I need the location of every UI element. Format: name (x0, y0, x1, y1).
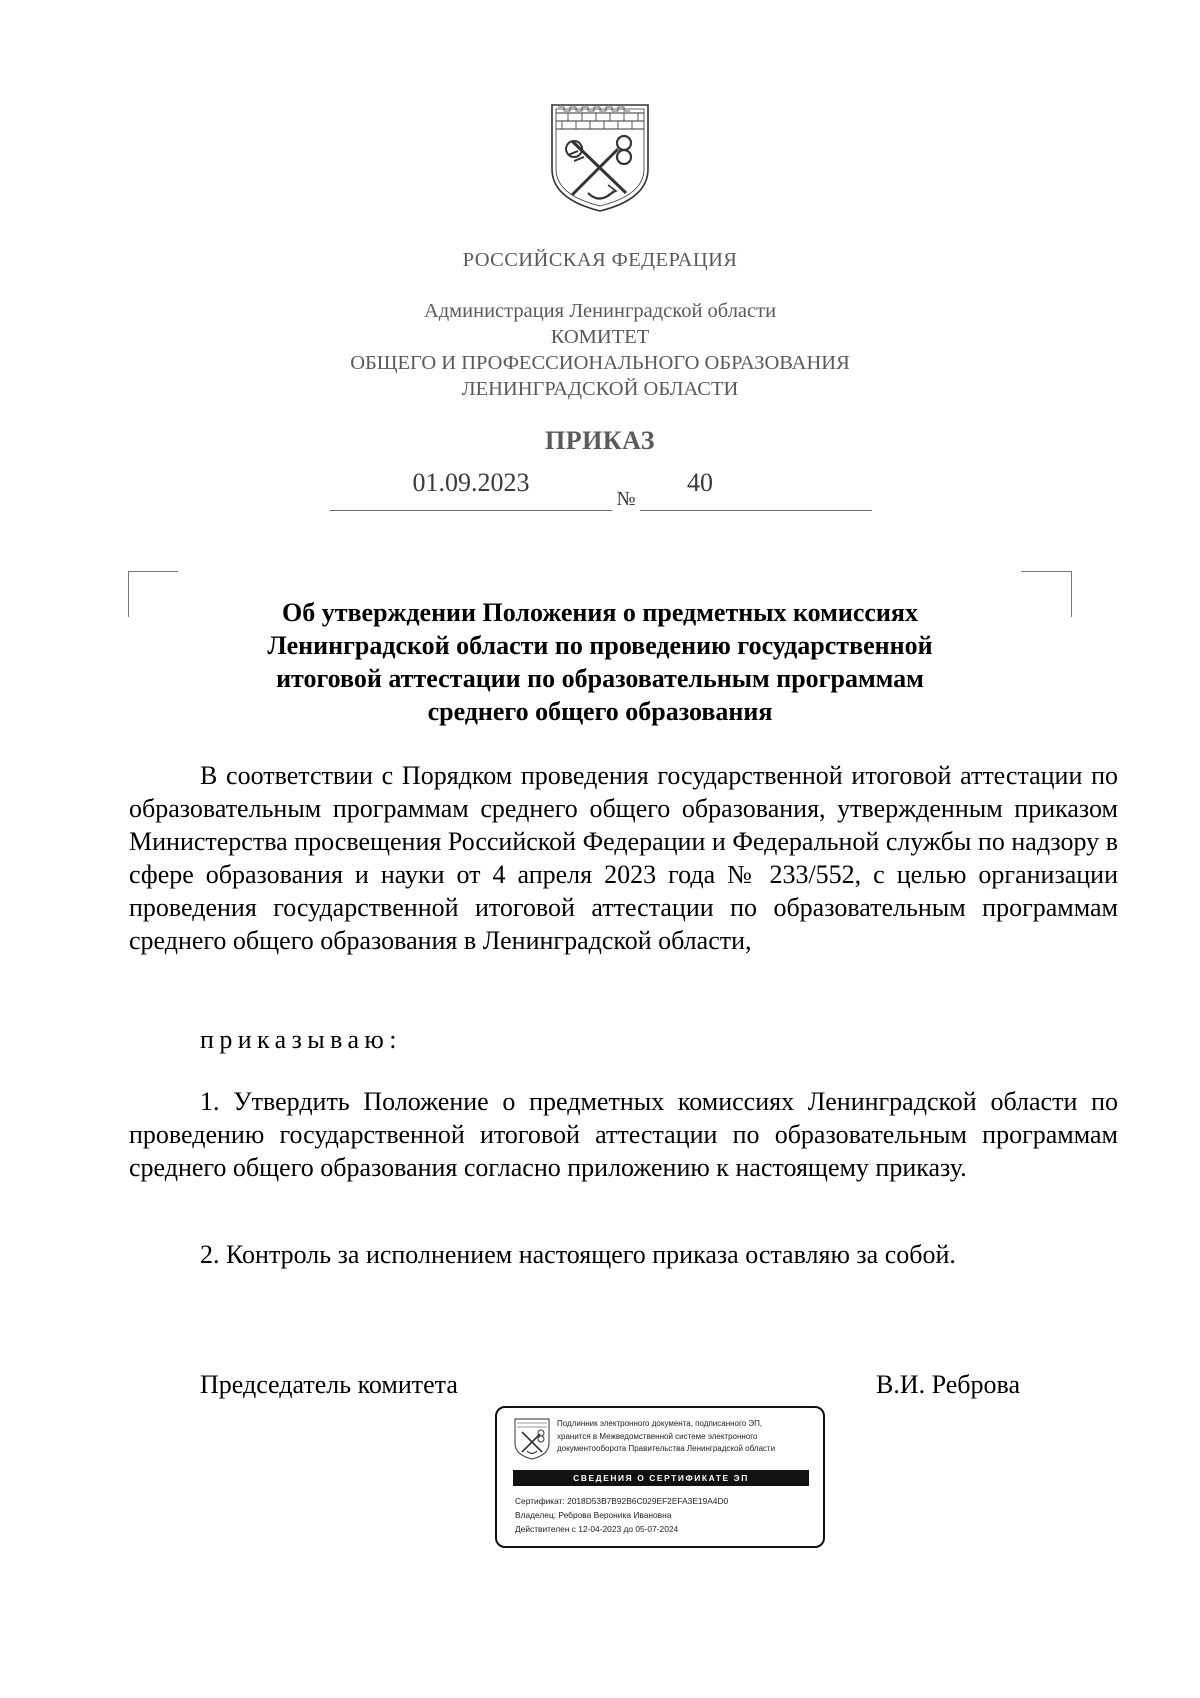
order-item-2: 2. Контроль за исполнением настоящего приказа оставляю за собой. (200, 1240, 956, 1269)
signatory-name: В.И. Реброва (876, 1370, 1020, 1399)
authority-line: КОМИТЕТ (550, 326, 650, 348)
subject-line: Ленинградской области по проведению государственной (267, 631, 933, 660)
order-number: 40 (687, 468, 713, 497)
date-underline (330, 510, 612, 511)
signatory-position: Председатель комитета (200, 1370, 458, 1399)
certificate-validity: Действителен с 12-04-2023 до 05-07-2024 (515, 1524, 679, 1534)
order-subject (170, 596, 1030, 728)
stamp-notice-line: Подлинник электронного документа, подписанного ЭП, (557, 1419, 763, 1428)
subject-line: Об утверждении Положения о предметных комиссиях (282, 598, 918, 627)
electronic-signature-stamp (495, 1406, 825, 1548)
stamp-coat-of-arms-icon (513, 1417, 551, 1461)
number-underline (640, 510, 872, 511)
number-sign: № (616, 488, 636, 510)
country-name: РОССИЙСКАЯ ФЕДЕРАЦИЯ (462, 249, 738, 271)
authority-line: ЛЕНИНГРАДСКОЙ ОБЛАСТИ (461, 378, 739, 400)
order-item-1: 1. Утвердить Положение о предметных комиссиях Ленинградской области по проведению государственной итоговой аттестации по образовательным программам среднего общего образования согласно приложению к настоящему приказу. (129, 1087, 1118, 1182)
document-type-title: ПРИКАЗ (544, 426, 656, 455)
authority-line: ОБЩЕГО И ПРОФЕССИОНАЛЬНОГО ОБРАЗОВАНИЯ (350, 352, 850, 374)
certificate-info-bar: СВЕДЕНИЯ О СЕРТИФИКАТЕ ЭП (513, 1470, 809, 1486)
order-word: приказываю: (200, 1025, 402, 1054)
certificate-owner: Владелец: Реброва Вероника Ивановна (515, 1510, 672, 1520)
preamble-paragraph: В соответствии с Порядком проведения государственной итоговой аттестации по образовательным программам среднего общего образования, утвержденным приказом Министерства просвещения Российской Федерации и Федеральной службы по надзору в сфере образования и науки от 4 апреля 2023 года № 233/552, с целью организации проведения государственной итоговой аттестации по образовательным программам среднего общего образования в Ленинградской области, (129, 761, 1118, 955)
certificate-id: Сертификат: 2018D53B7B92B6C029EF2EFA3E19A4D0 (515, 1496, 729, 1506)
subject-line: среднего общего образования (427, 697, 773, 726)
subject-line: итоговой аттестации по образовательным программам (276, 664, 924, 693)
issuing-authority (0, 298, 1200, 402)
stamp-notice-line: документооборота Правительства Ленинградской области (557, 1444, 776, 1453)
coat-of-arms-icon (548, 101, 652, 213)
stamp-notice (557, 1418, 819, 1456)
certificate-details (515, 1494, 815, 1536)
order-date: 01.09.2023 (412, 468, 530, 497)
authority-line: Администрация Ленинградской области (423, 300, 777, 322)
stamp-notice-line: хранится в Межведомственной системе электронного (557, 1431, 758, 1441)
